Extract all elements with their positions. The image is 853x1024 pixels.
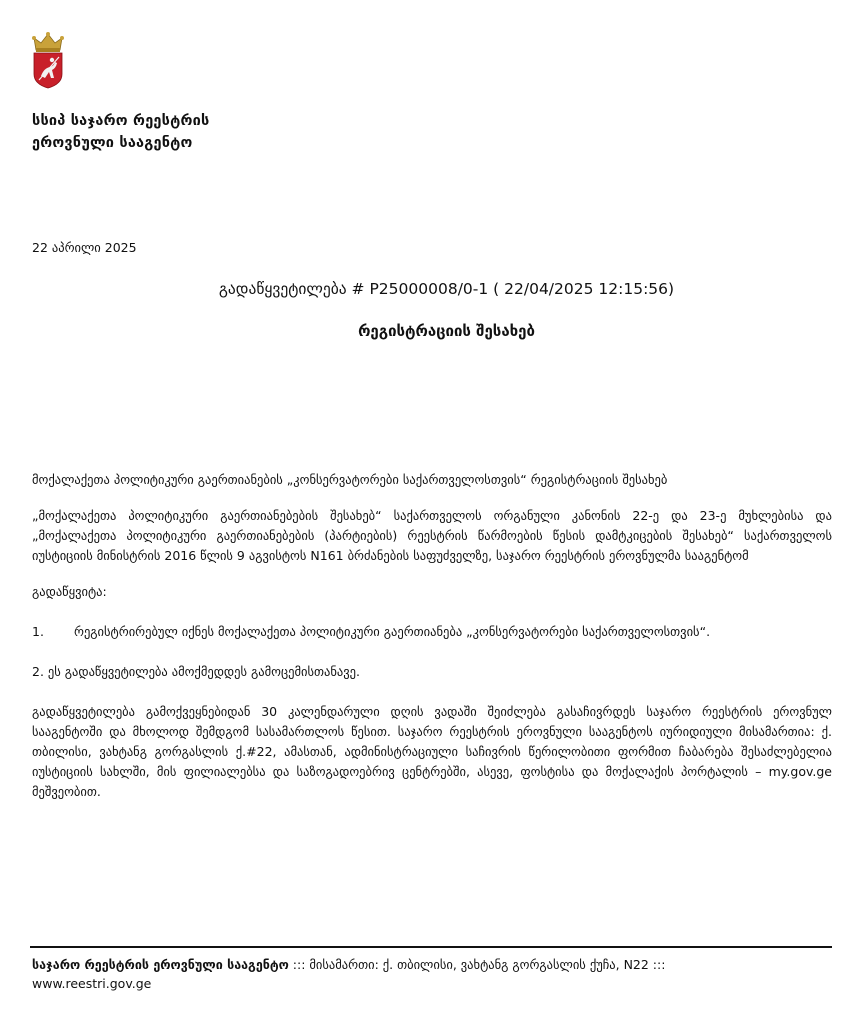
organization-header (32, 110, 209, 154)
footer-address: ::: მისამართი: ქ. თბილისი, ვახტანგ გორგასლის ქუჩა, N22 ::: (288, 957, 666, 972)
footer-divider (30, 946, 832, 948)
body-paragraph-legal-basis: „მოქალაქეთა პოლიტიკური გაერთიანებების შესახებ“ საქართველოს ორგანული კანონის 22-ე და 23-ე მუხლებისა და „მოქალაქეთა პოლიტიკური გაერთიანებების (პარტიების) რეესტრის წარმოების წესის დამტკიცების შესახებ“ საქართველოს იუსტიციის მინისტრის 2016 წლის 9 აგვისტოს N161 ბრძანების საფუძველზე, საჯარო რეესტრის ეროვნულმა სააგენტომ (32, 508, 832, 563)
document-body (32, 470, 832, 802)
body-paragraph-appeal: გადაწყვეტილება გამოქვეყნებიდან 30 კალენდარული დღის ვადაში შეიძლება გასაჩივრდეს საჯარო რეესტრის ეროვნულ სააგენტოში და მხოლოდ შემდგომ სასამართლოს წესით. საჯარო რეესტრის ეროვნული სააგენტოს იურიდიული მისამართია: ქ. თბილისი, ვახტანგ გორგასლის ქ.#22, ამასთან, ადმინისტრაციული საჩივრის წერილობითი ფორმით ჩაბარება შესაძლებელია იუსტიციის სახლში, მის ფილიალებსა და საზოგადოებრივ ცენტრებში, ასევე, ფოსტისა და მოქალაქის პორტალის – my.gov.ge მეშვეობით. (32, 704, 832, 799)
body-paragraph-decided: გადაწყვიტა: (32, 584, 107, 599)
footer (32, 955, 832, 993)
body-paragraph-item-2: 2. ეს გადაწყვეტილება ამოქმედდეს გამოცემისთანავე. (32, 664, 360, 679)
footer-contact-line (32, 955, 832, 974)
org-name-line2: ეროვნული სააგენტო (32, 135, 193, 151)
footer-org-name: საჯარო რეესტრის ეროვნული სააგენტო (32, 957, 289, 972)
georgia-coat-of-arms-icon (30, 30, 66, 90)
item-text: რეგისტრირებულ იქნეს მოქალაქეთა პოლიტიკური გაერთიანება „კონსერვატორები საქართველოსთვის“. (74, 624, 711, 639)
footer-website[interactable]: www.reestri.gov.ge (32, 976, 152, 991)
body-paragraph-item-1 (32, 622, 832, 642)
decision-number: გადაწყვეტილება # P25000008/0-1 ( 22/04/2025 12:15:56) (218, 280, 675, 298)
body-paragraph-title: მოქალაქეთა პოლიტიკური გაერთიანების „კონსერვატორები საქართველოსთვის“ რეგისტრაციის შესახებ (32, 472, 668, 487)
document-subject: რეგისტრაციის შესახებ (358, 322, 535, 340)
org-name-line1: სსიპ საჯარო რეესტრის (32, 113, 210, 129)
document-date: 22 აპრილი 2025 (32, 240, 137, 255)
item-number: 1. (32, 624, 44, 639)
